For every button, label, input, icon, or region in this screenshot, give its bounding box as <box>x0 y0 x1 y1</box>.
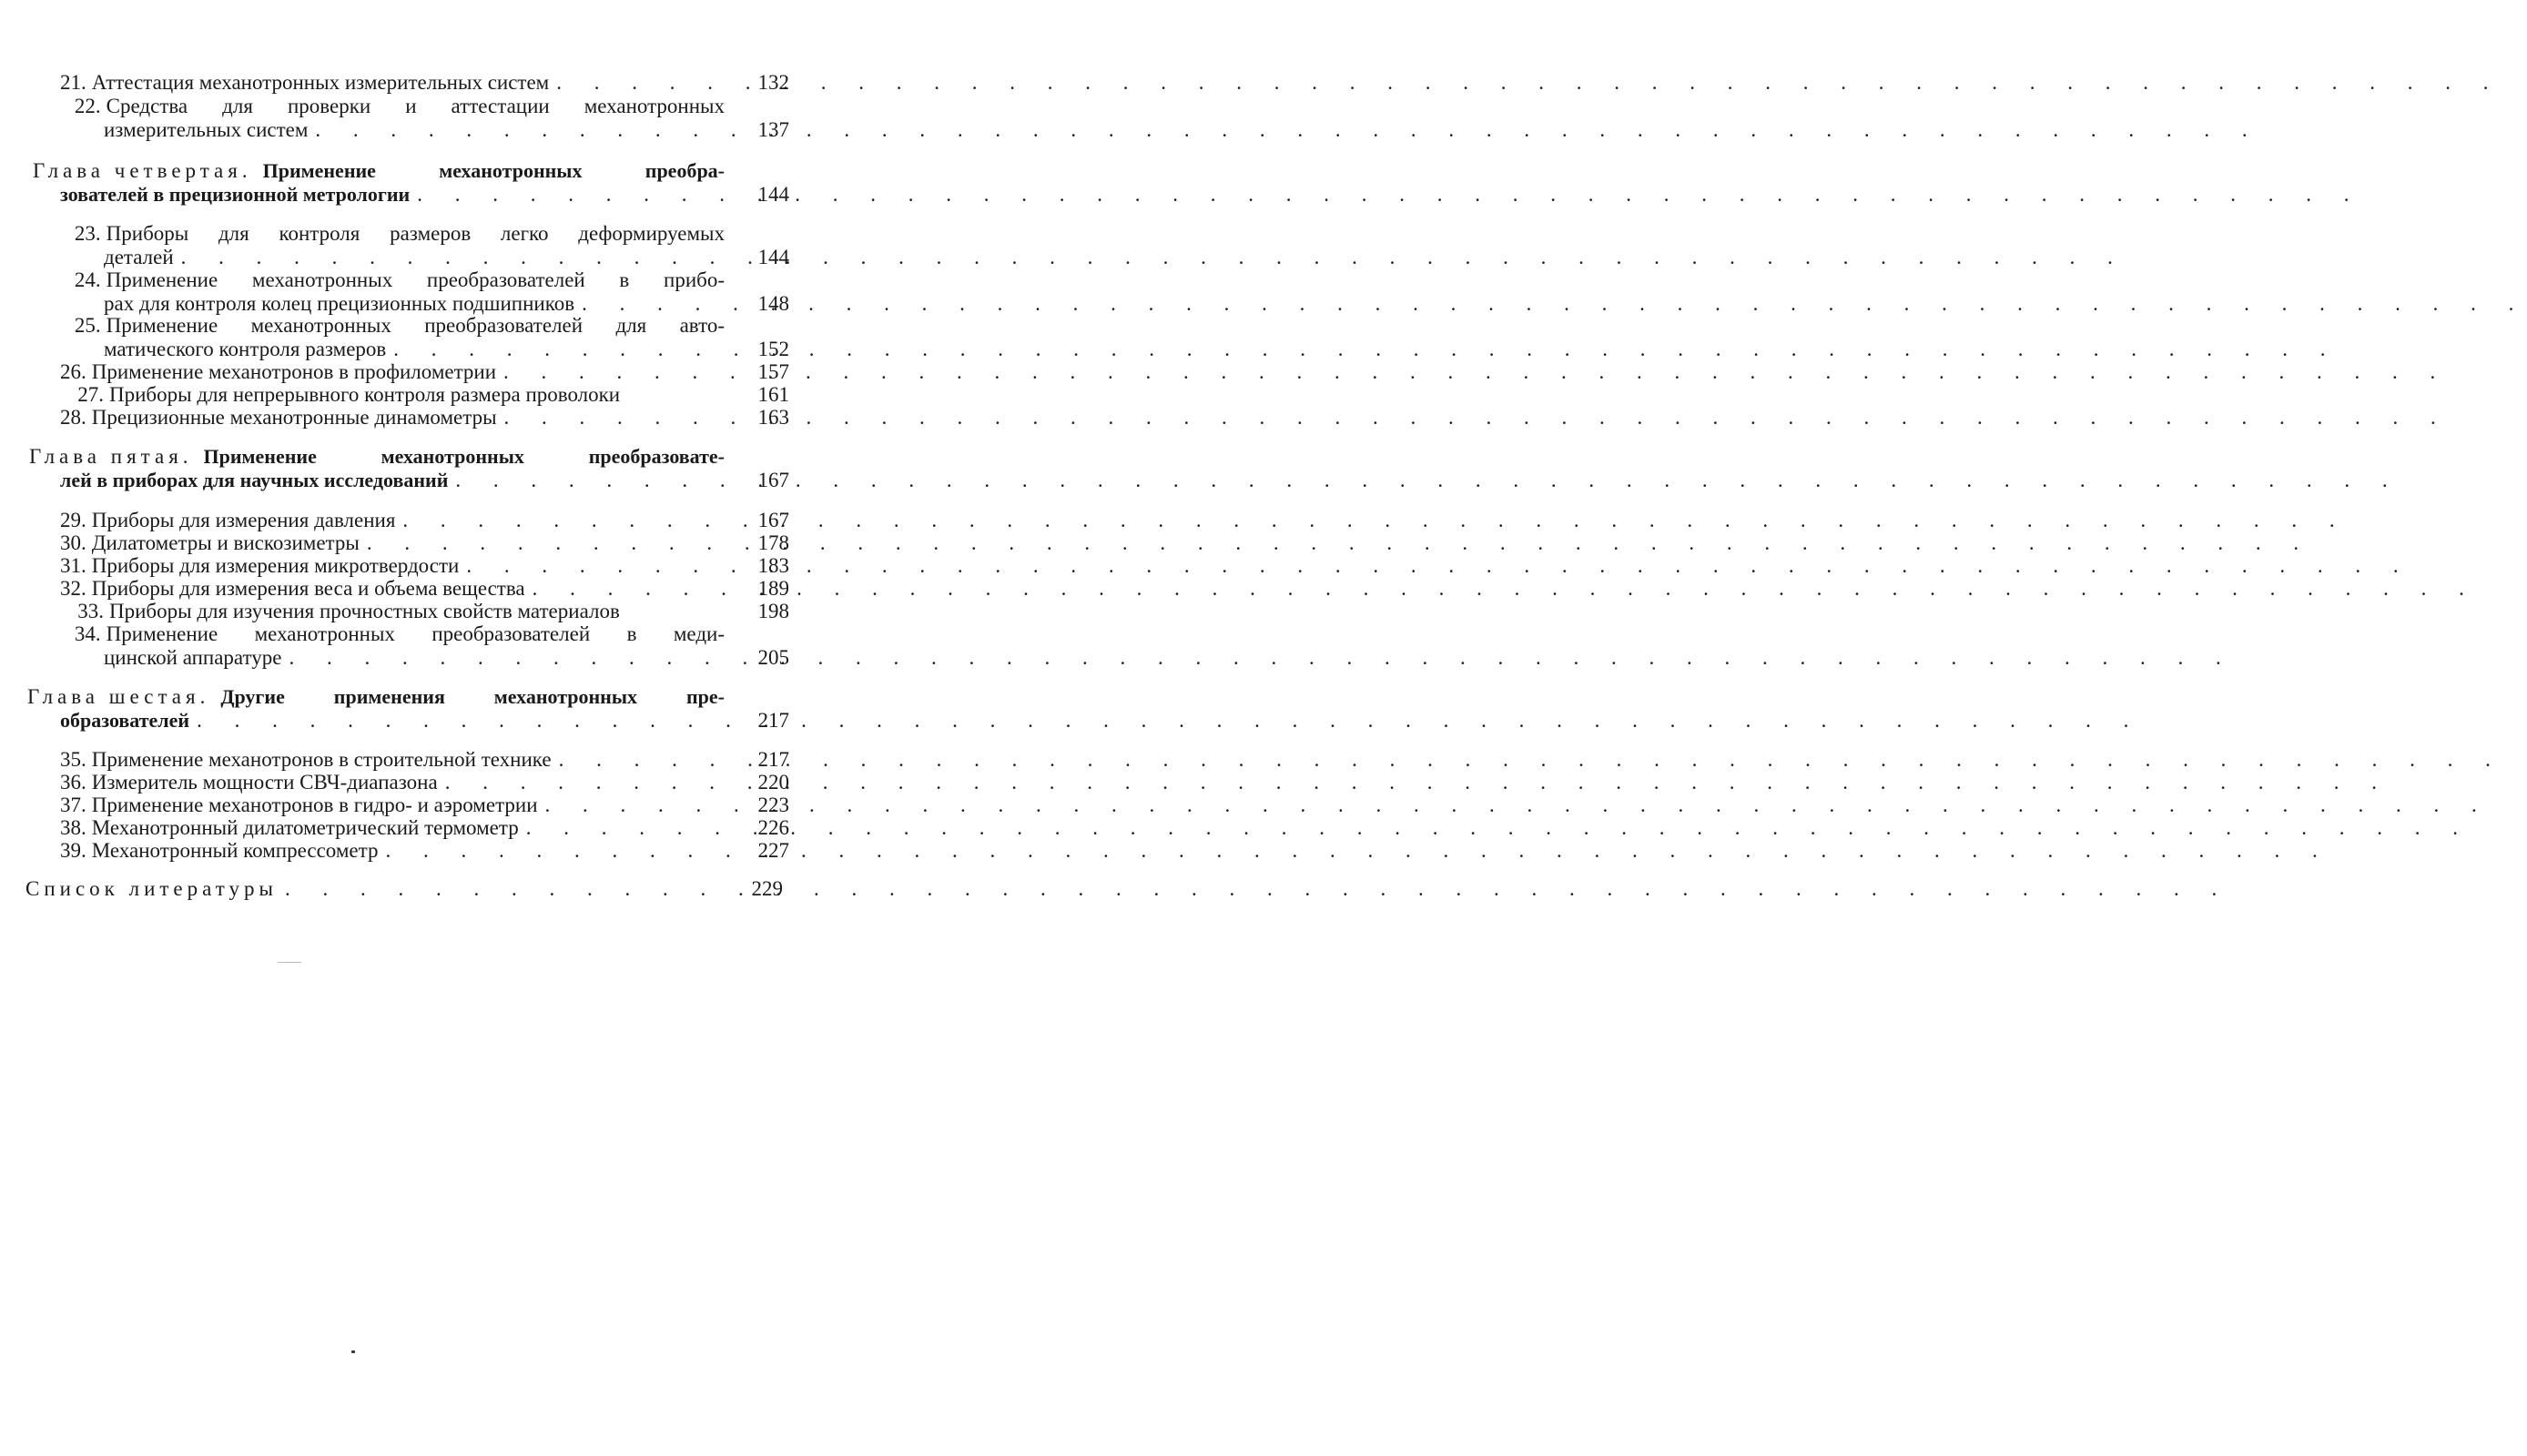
toc-entry[interactable] <box>60 71 725 95</box>
chapter-title: Применение механотронных преобра- <box>262 159 725 182</box>
entry-number: 37. <box>60 794 86 816</box>
entry-title-cont: цинской аппаратуре <box>104 646 282 669</box>
page-number: 220 <box>757 771 789 794</box>
toc-entry[interactable] <box>60 406 725 430</box>
toc-entry[interactable] <box>60 771 725 794</box>
entry-title: Применение механотронов в профилометрии <box>91 360 497 383</box>
chapter-title-cont: образователей <box>60 709 190 732</box>
page-number: 217 <box>757 748 789 771</box>
entry-number: 32. <box>60 577 86 600</box>
entry-title: Средства для проверки и аттестации механотронных <box>106 95 725 117</box>
entry-number: 28. <box>60 406 86 429</box>
entry-title: Применение механотронных преобразователей в прибо- <box>106 268 725 291</box>
entry-title: Прецизионные механотронные динамометры <box>91 406 497 429</box>
leader-dots <box>410 183 725 207</box>
page-number: 178 <box>757 531 789 554</box>
toc-entry[interactable] <box>60 95 725 142</box>
leader-dots <box>189 709 725 733</box>
entry-title: Применение механотронных преобразователей в меди- <box>106 622 725 645</box>
entry-title: Приборы для измерения микротвердости <box>91 554 460 577</box>
entry-title: Приборы для измерения давления <box>91 509 396 531</box>
toc-entry[interactable] <box>60 816 725 840</box>
entry-number: 29. <box>60 509 86 531</box>
entry-number: 24. <box>74 268 101 291</box>
page-number: 226 <box>757 816 789 839</box>
entry-title: Механотронный дилатометрический термометр <box>91 816 519 839</box>
leader-dots <box>278 877 725 901</box>
entry-number: 38. <box>60 816 86 839</box>
leader-dots <box>525 577 725 601</box>
entry-number: 33. <box>77 600 104 622</box>
leader-dots <box>174 246 725 269</box>
entry-number: 26. <box>60 360 86 383</box>
toc-entry[interactable] <box>60 577 725 601</box>
chapter-heading[interactable] <box>27 685 725 733</box>
chapter-label: Глава четвертая. <box>33 159 252 182</box>
entry-title-cont: рах для контроля колец прецизионных подшипников <box>104 292 575 315</box>
entry-title-cont: деталей <box>104 246 174 268</box>
chapter-title: Применение механотронных преобразовате- <box>203 445 725 468</box>
toc-entry[interactable] <box>60 748 725 772</box>
leader-dots <box>378 839 725 863</box>
leader-dots <box>395 509 725 532</box>
toc-entry[interactable] <box>60 383 725 407</box>
leader-dots <box>496 360 725 384</box>
entry-title: Дилатометры и вискозиметры <box>91 531 360 554</box>
page-number: 189 <box>757 577 789 600</box>
page-number: 157 <box>757 360 789 383</box>
leader-dots <box>459 554 725 578</box>
page-number: 137 <box>757 118 789 141</box>
entry-number: 34. <box>74 622 101 645</box>
toc-entry[interactable] <box>60 268 725 316</box>
toc-entry[interactable] <box>60 839 725 863</box>
toc-page <box>0 0 829 1456</box>
page-number: 144 <box>757 246 789 268</box>
page-number: 223 <box>757 794 789 816</box>
page-number: 152 <box>757 338 789 360</box>
entry-title: Приборы для контроля размеров легко деформируемых <box>106 222 725 245</box>
leader-dots <box>448 469 725 492</box>
leader-dots <box>438 771 725 794</box>
toc-entry[interactable] <box>60 222 725 269</box>
chapter-heading[interactable] <box>29 445 725 492</box>
leader-dots <box>497 406 725 430</box>
leader-dots <box>282 646 726 670</box>
leader-dots <box>519 816 725 840</box>
entry-title: Измеритель мощности СВЧ-диапазона <box>91 771 438 794</box>
toc-entry[interactable] <box>60 554 725 578</box>
toc-entry[interactable] <box>60 600 725 623</box>
chapter-heading[interactable] <box>33 159 725 207</box>
toc-entry[interactable] <box>60 622 725 670</box>
page-number: 161 <box>757 383 789 406</box>
entry-number: 39. <box>60 839 86 862</box>
toc-entry[interactable] <box>60 314 725 361</box>
divider <box>278 962 301 963</box>
entry-number: 23. <box>74 222 101 245</box>
entry-number: 21. <box>60 71 86 94</box>
entry-title: Применение механотронных преобразователей для авто- <box>106 314 725 337</box>
entry-title: Аттестация механотронных измерительных систем <box>91 71 550 94</box>
chapter-title-cont: лей в приборах для научных исследований <box>60 469 449 491</box>
leader-dots <box>538 794 725 817</box>
leader-dots <box>360 531 725 555</box>
page-number: 217 <box>757 709 789 732</box>
entry-title: Применение механотронов в строительной технике <box>91 748 552 771</box>
entry-number: 25. <box>74 314 101 337</box>
toc-entry[interactable] <box>60 531 725 555</box>
page-number: 227 <box>757 839 789 862</box>
entry-title: Приборы для изучения прочностных свойств материалов <box>109 600 620 622</box>
toc-entry[interactable] <box>60 794 725 817</box>
entry-number: 31. <box>60 554 86 577</box>
page-number: 148 <box>757 292 789 315</box>
page-number: 132 <box>757 71 789 94</box>
print-speck <box>351 1350 355 1353</box>
chapter-label: Глава пятая. <box>29 445 193 468</box>
entry-title-cont: измерительных систем <box>104 118 309 141</box>
entry-title-cont: матического контроля размеров <box>104 338 387 360</box>
chapter-title-cont: зователей в прецизионной метрологии <box>60 183 411 206</box>
entry-title: Приборы для измерения веса и объема вещества <box>91 577 525 600</box>
entry-number: 30. <box>60 531 86 554</box>
entry-number: 22. <box>74 95 101 117</box>
entry-title: Применение механотронов в гидро- и аэрометрии <box>91 794 538 816</box>
page-number: 183 <box>757 554 789 577</box>
page-number: 167 <box>757 469 789 491</box>
page-number: 229 <box>751 877 783 900</box>
leader-dots <box>386 338 725 361</box>
leader-dots <box>574 292 725 316</box>
page-number: 167 <box>757 509 789 531</box>
entry-title: Механотронный компрессометр <box>91 839 379 862</box>
leader-dots <box>549 71 725 95</box>
page-number: 205 <box>757 646 789 669</box>
leader-dots <box>552 748 725 772</box>
chapter-label: Глава шестая. <box>27 685 210 708</box>
page-number: 198 <box>757 600 789 622</box>
entry-number: 27. <box>77 383 104 406</box>
toc-entry[interactable] <box>60 509 725 532</box>
entry-number: 36. <box>60 771 86 794</box>
page-number: 144 <box>757 183 789 206</box>
bibliography-label: Список литературы <box>25 877 278 900</box>
bibliography-entry[interactable] <box>25 877 725 901</box>
chapter-title: Другие применения механотронных пре- <box>220 685 725 708</box>
entry-title: Приборы для непрерывного контроля размера проволоки <box>109 383 621 406</box>
toc-entry[interactable] <box>60 360 725 384</box>
entry-number: 35. <box>60 748 86 771</box>
leader-dots <box>308 118 725 142</box>
page-number: 163 <box>757 406 789 429</box>
